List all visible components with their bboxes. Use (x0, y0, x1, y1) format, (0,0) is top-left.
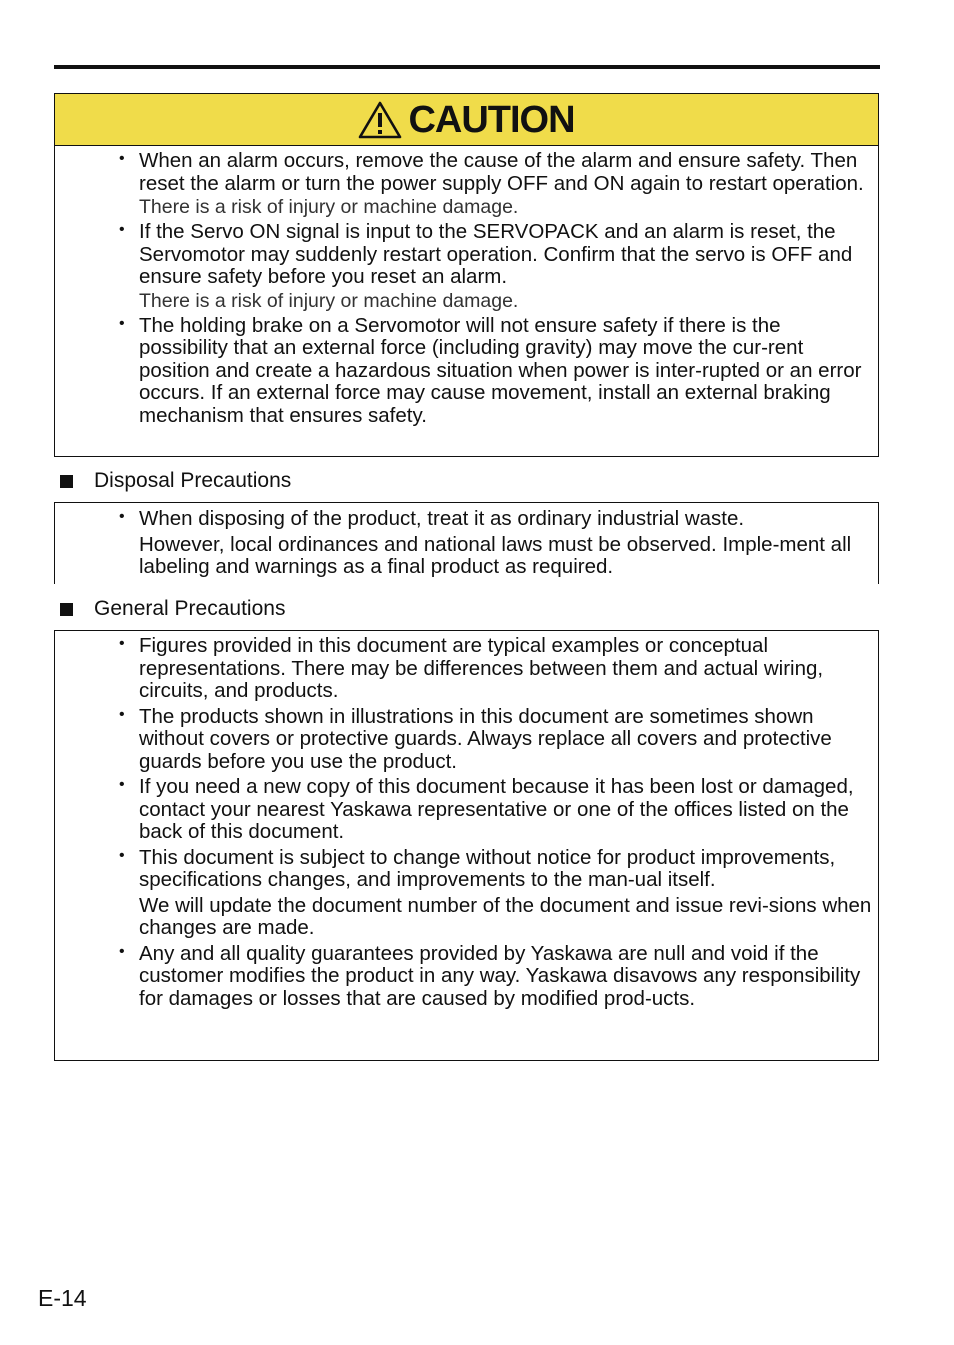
list-item (55, 706, 878, 774)
list-item (55, 150, 878, 218)
list-item (55, 635, 878, 703)
list-item (55, 221, 878, 312)
general-item-text: • Figures provided in this document are typical examples or conceptual representations. There may be differences between them and actual wiring, circuits, and products. (139, 634, 824, 702)
warning-triangle-icon (358, 101, 402, 139)
caution-box (54, 93, 879, 457)
disposal-item-extra: However, local ordinances and national laws must be observed. Imple-ment all labeling and warnings as a final product as required. (139, 532, 852, 578)
general-item-text: • Any and all quality guarantees provided by Yaskawa are null and void if the customer modifies the product in any way. Yaskawa disavows any responsibility for damages or losses that are caused by modified prod-ucts. (139, 941, 861, 1010)
caution-item-note: There is a risk of injury or machine damage. (139, 196, 519, 218)
disposal-list (55, 508, 878, 579)
disposal-heading (60, 469, 291, 493)
caution-list (55, 150, 878, 427)
list-item (55, 847, 878, 940)
list-item (55, 776, 878, 844)
general-heading-text: General Precautions (94, 597, 286, 620)
caution-item-note: There is a risk of injury or machine damage. (139, 289, 519, 312)
caution-item-text: • The holding brake on a Servomotor will not ensure safety if there is the possibility that an external force (including gravity) may move the cur-rent position and create a hazardous situation when power is inter-rupted or an error occurs. If an external force may cause movement, install an external braking mechanism that ensures safety. (139, 313, 862, 427)
list-item (55, 508, 878, 579)
general-heading (60, 597, 285, 621)
disposal-heading-text: Disposal Precautions (94, 469, 292, 492)
square-bullet-icon (60, 475, 73, 488)
disposal-item-text: • When disposing of the product, treat it as ordinary industrial waste. (139, 507, 745, 530)
caution-body (55, 146, 878, 427)
list-item (55, 315, 878, 428)
caution-item-text: • When an alarm occurs, remove the cause of the alarm and ensure safety. Then reset the alarm or turn the power supply OFF and ON again to restart operation. (139, 149, 864, 195)
general-box (54, 630, 879, 1061)
general-item-text: • This document is subject to change without notice for product improvements, specifications changes, and improvements to the man-ual itself. (139, 845, 836, 891)
general-list (55, 635, 878, 1010)
disposal-box (54, 502, 879, 584)
square-bullet-icon (60, 603, 73, 616)
caution-title: CAUTION (408, 98, 575, 141)
caution-item-text: • If the Servo ON signal is input to the SERVOPACK and an alarm is reset, the Servomotor may suddenly restart operation. Confirm that the servo is OFF and ensure safety before you reset an alarm. (139, 220, 853, 288)
general-item-text: • The products shown in illustrations in this document are sometimes shown without covers or protective guards. Always replace all covers and protective guards before you use the product. (139, 704, 832, 773)
general-item-text: • If you need a new copy of this document because it has been lost or damaged, contact your nearest Yaskawa representative or one of the offices listed on the back of this document. (139, 775, 854, 843)
caution-header (55, 94, 878, 146)
list-item (55, 943, 878, 1011)
page-number: E-14 (38, 1285, 87, 1311)
general-item-extra: We will update the document number of the document and issue revi-sions when changes are made. (139, 893, 872, 939)
top-rule (54, 65, 880, 69)
